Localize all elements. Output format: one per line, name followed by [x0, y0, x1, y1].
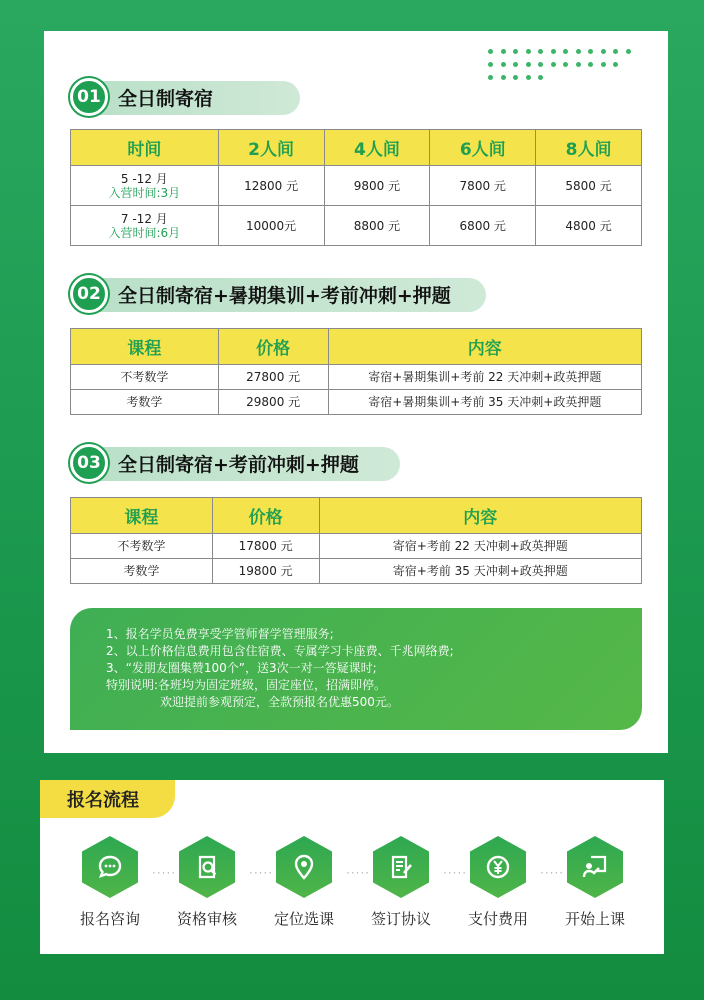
section-2-table [70, 328, 642, 415]
decorative-dot [488, 62, 493, 67]
table-row [71, 559, 642, 584]
step-label: 定位选课 [273, 910, 334, 928]
step-label: 开始上课 [564, 910, 625, 928]
price-cell: 19800 元 [212, 559, 319, 584]
column-header: 4人间 [324, 130, 430, 166]
table-row [71, 390, 642, 415]
column-header: 6人间 [430, 130, 536, 166]
price-cell: 7800 元 [430, 166, 536, 206]
period-cell [71, 206, 219, 246]
note-line: 特别说明:各班均为固定班级，固定座位，招满即停。 [106, 678, 387, 692]
price-cell: 29800 元 [218, 390, 328, 415]
note-line: 欢迎提前参观预定，全款预报名优惠500元。 [160, 695, 399, 709]
content-cell: 寄宿+考前 22 天冲刺+政英押题 [319, 534, 641, 559]
step-label: 报名咨询 [79, 910, 140, 928]
decorative-dot [513, 62, 518, 67]
column-header: 课程 [71, 498, 213, 534]
section-2-title: 全日制寄宿+暑期集训+考前冲刺+押题 [118, 284, 451, 307]
content-cell: 寄宿+考前 35 天冲刺+政英押题 [319, 559, 641, 584]
step-separator: ····· [152, 866, 177, 880]
step-separator: ····· [249, 866, 274, 880]
table-row [71, 206, 642, 246]
note-line: 2、以上价格信息费用包含住宿费、专属学习卡座费、千兆网络费; [106, 644, 454, 658]
course-cell: 不考数学 [71, 534, 213, 559]
course-cell: 考数学 [71, 390, 219, 415]
price-cell: 6800 元 [430, 206, 536, 246]
entry-time: 入营时间:6月 [108, 225, 181, 240]
decorative-dot [613, 62, 618, 67]
section-1-number: 01 [70, 78, 108, 116]
teacher-board-icon [567, 836, 623, 898]
decorative-dot [526, 75, 531, 80]
chat-bubble-icon [82, 836, 138, 898]
note-line: 1、报名学员免费享受学管师督学管理服务; [106, 627, 334, 641]
step-separator: ····· [443, 866, 468, 880]
step-payment[interactable] [450, 836, 546, 929]
period-cell [71, 166, 219, 206]
pricing-card [44, 31, 668, 753]
course-cell: 不考数学 [71, 365, 219, 390]
price-cell: 10000元 [218, 206, 324, 246]
content-cell: 寄宿+暑期集训+考前 35 天冲刺+政英押题 [328, 390, 641, 415]
decorative-dot [563, 62, 568, 67]
table-row [71, 534, 642, 559]
decorative-dot [588, 62, 593, 67]
price-cell: 12800 元 [218, 166, 324, 206]
section-3-table [70, 497, 642, 584]
section-1-table [70, 129, 642, 246]
note-line: 3、“发朋友圈集赞100个”，送3次一对一答疑课时; [106, 661, 377, 675]
table-row [71, 166, 642, 206]
step-label: 签订协议 [370, 910, 431, 928]
column-header: 价格 [218, 329, 328, 365]
decorative-dots [488, 49, 638, 85]
decorative-dot [488, 75, 493, 80]
process-title: 报名流程 [40, 780, 175, 818]
column-header: 2人间 [218, 130, 324, 166]
step-label: 资格审核 [176, 910, 237, 928]
decorative-dot [588, 49, 593, 54]
magnifier-review-icon [179, 836, 235, 898]
price-cell: 8800 元 [324, 206, 430, 246]
yen-coin-icon [470, 836, 526, 898]
table-header-row [71, 498, 642, 534]
step-select-course[interactable] [256, 836, 352, 929]
column-header: 课程 [71, 329, 219, 365]
decorative-dot [501, 49, 506, 54]
column-header: 价格 [212, 498, 319, 534]
section-3-title: 全日制寄宿+考前冲刺+押题 [118, 453, 359, 476]
section-1-title: 全日制寄宿 [118, 87, 214, 110]
decorative-dot [513, 49, 518, 54]
section-3-header [70, 444, 359, 482]
step-consult[interactable] [62, 836, 158, 929]
price-cell: 4800 元 [536, 206, 642, 246]
section-3-number: 03 [70, 444, 108, 482]
section-2-number: 02 [70, 275, 108, 313]
section-2-header [70, 275, 451, 313]
column-header: 8人间 [536, 130, 642, 166]
location-pin-icon [276, 836, 332, 898]
decorative-dot [538, 62, 543, 67]
decorative-dot [626, 49, 631, 54]
period-text: 7 -12 月 [120, 211, 168, 226]
price-cell: 17800 元 [212, 534, 319, 559]
price-cell: 5800 元 [536, 166, 642, 206]
decorative-dot [576, 62, 581, 67]
column-header: 内容 [319, 498, 641, 534]
table-row [71, 365, 642, 390]
decorative-dot [576, 49, 581, 54]
decorative-dot [551, 49, 556, 54]
decorative-dot [526, 62, 531, 67]
decorative-dot [526, 49, 531, 54]
decorative-dot [488, 49, 493, 54]
column-header: 时间 [71, 130, 219, 166]
table-header-row [71, 329, 642, 365]
decorative-dot [613, 49, 618, 54]
decorative-dot [601, 62, 606, 67]
decorative-dot [601, 49, 606, 54]
document-sign-icon [373, 836, 429, 898]
period-text: 5 -12 月 [120, 171, 168, 186]
content-cell: 寄宿+暑期集训+考前 22 天冲刺+政英押题 [328, 365, 641, 390]
step-separator: ····· [540, 866, 565, 880]
decorative-dot [501, 75, 506, 80]
course-cell: 考数学 [71, 559, 213, 584]
price-cell: 9800 元 [324, 166, 430, 206]
decorative-dot [538, 75, 543, 80]
step-label: 支付费用 [467, 910, 528, 928]
enrollment-process-panel [40, 780, 664, 954]
column-header: 内容 [328, 329, 641, 365]
step-review[interactable] [159, 836, 255, 929]
price-cell: 27800 元 [218, 365, 328, 390]
decorative-dot [551, 62, 556, 67]
decorative-dot [501, 62, 506, 67]
decorative-dot [563, 49, 568, 54]
decorative-dot [538, 49, 543, 54]
notes-box [70, 608, 642, 730]
table-header-row [71, 130, 642, 166]
step-separator: ····· [346, 866, 371, 880]
step-start-class[interactable] [547, 836, 643, 929]
entry-time: 入营时间:3月 [108, 185, 181, 200]
decorative-dot [513, 75, 518, 80]
section-1-header [70, 78, 213, 116]
step-sign-agreement[interactable] [353, 836, 449, 929]
